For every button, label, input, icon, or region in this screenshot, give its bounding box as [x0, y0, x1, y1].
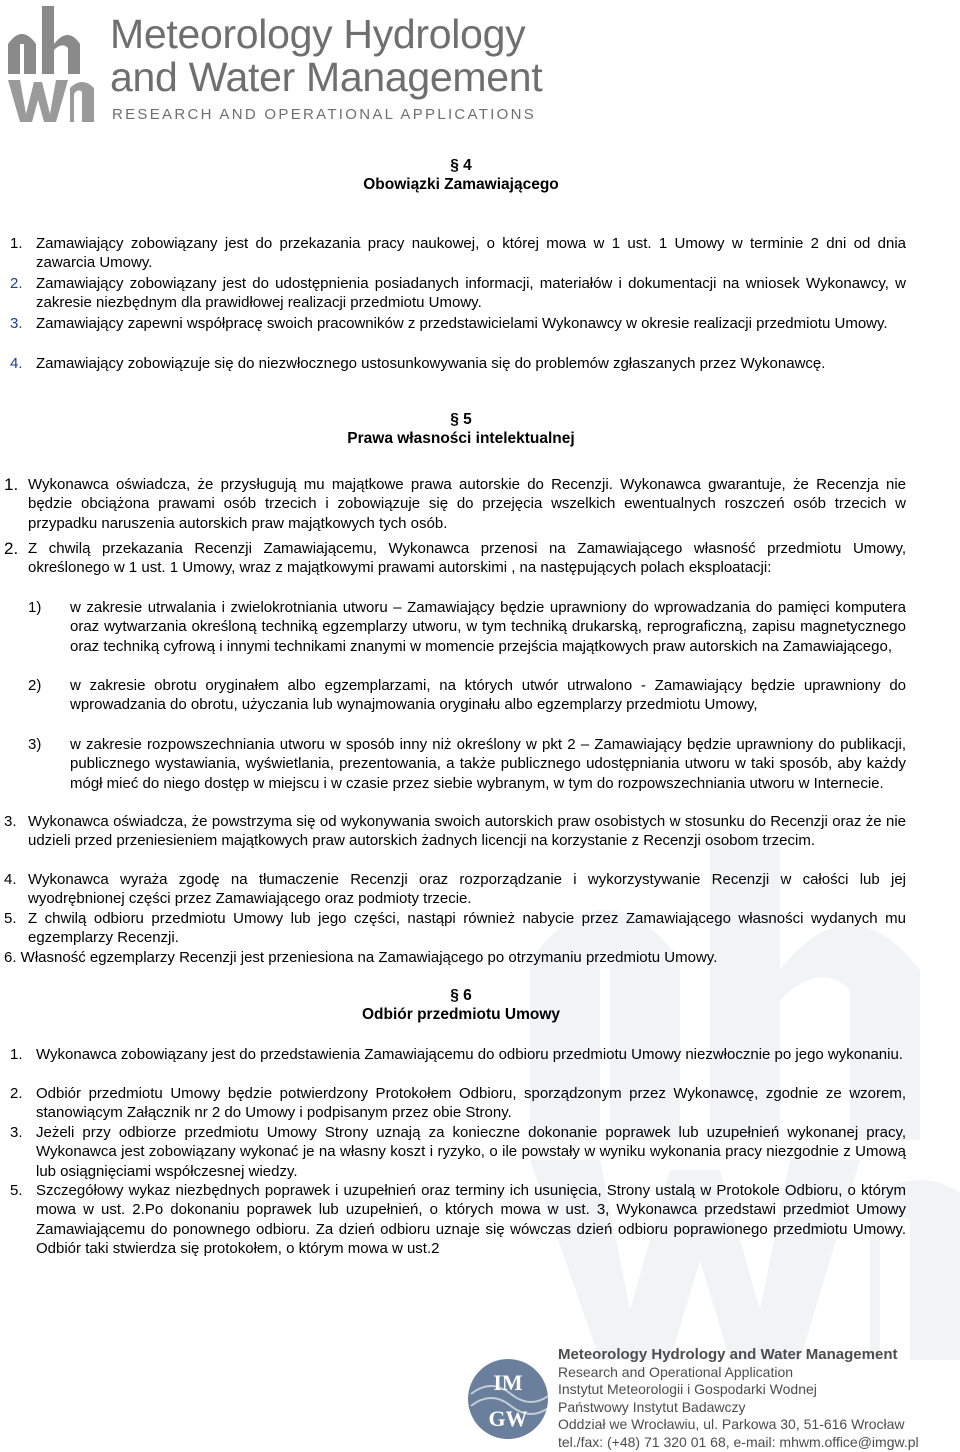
logo-title-line1: Meteorology Hydrology	[110, 11, 526, 57]
s5-sub-item-2-text: w zakresie obrotu oryginałem albo egzemplarzami, na których utwór utrwalono - Zamawiający będzie uprawniony do wprowadzania do obrotu, użyczania lub wynajmowania oryginału albo egzemplarzy przedmiotu Umowy,	[70, 677, 906, 714]
s4-item-2-number: 2.	[10, 275, 23, 292]
s5-sub-item-3-text: w zakresie rozpowszechniania utworu w sposób inny niż określony w pkt 2 – Zamawiający będzie uprawniony do publikacji, publicznego wystawiania, wyświetlania, prezentowania, a także publicznego udostępniania utworu w taki sposób, aby każdy mógł mieć do niego dostęp w miejscu i w czasie przez siebie wybranym, w tym do rozpowszechniania utworu w Internecie.	[70, 736, 906, 792]
logo-title-line2: and Water Management	[110, 54, 543, 100]
footer-address-block	[558, 1346, 919, 1452]
section-6-title: Odbiór przedmiotu Umowy	[361, 1006, 561, 1023]
section-4-title: Obowiązki Zamawiającego	[363, 176, 559, 193]
s6-item-3-number: 3.	[10, 1124, 23, 1141]
s5-item-2	[4, 539, 906, 578]
section-6-symbol: § 6	[450, 987, 472, 1004]
section-5-symbol: § 5	[450, 411, 472, 428]
s4-item-4-text: Zamawiający zobowiązuje się do niezwłocznego ustosunkowywania się do problemów zgłaszanych przez Wykonawcę.	[36, 355, 826, 372]
footer-logo-text: IM	[493, 1370, 523, 1395]
s5-item-3-text: Wykonawca oświadcza, że powstrzyma się od wykonywania swoich autorskich praw osobistych w stosunku do Recenzji oraz że nie udzieli przed przeniesieniem majątkowych praw autorskich żadnych licencji na korzystanie z Recenzji osobom trzecim.	[28, 813, 906, 850]
footer-line5: Oddział we Wrocławiu, ul. Parkowa 30, 51-616 Wrocław	[558, 1416, 905, 1433]
s5-sub-item-3	[28, 735, 906, 793]
footer-line6: tel./fax: (+48) 71 320 01 68, e-mail: mhwm.office@imgw.pl	[558, 1433, 919, 1450]
s6-item-3-text: Jeżeli przy odbiorze przedmiotu Umowy Strony uznają za konieczne dokonanie poprawek lub uzupełnień wykonanej pracy, Wykonawca jest zobowiązany wykonać je na własny koszt i ryzyko, o ile powstały w wyniku wykonania pracy niezgodnie z Umową lub osiągnięciami współczesnej wiedzy.	[36, 1124, 906, 1180]
footer-line4: Państwowy Instytut Badawczy	[558, 1398, 746, 1415]
s6-item-1-text: Wykonawca zobowiązany jest do przedstawienia Zamawiającemu do odbioru przedmiotu Umowy niezwłocznie po jego wykonaniu.	[36, 1046, 903, 1063]
imgw-logo-icon	[461, 1356, 555, 1442]
s5-item-4-text: Wykonawca wyraża zgodę na tłumaczenie Recenzji oraz rozporządzanie i wykorzystywanie Recenzji w całości lub jej wyodrębnionej części przez Zamawiającego oraz podmioty trzecie.	[28, 871, 906, 908]
s6-item-1	[10, 1045, 906, 1064]
s5-item-4-number: 4.	[4, 871, 17, 888]
footer-line2: Research and Operational Application	[558, 1363, 794, 1380]
footer-line3: Instytut Meteorologii i Gospodarki Wodnej	[558, 1381, 817, 1398]
s4-item-1-text: Zamawiający zobowiązany jest do przekazania pracy naukowej, o której mowa w 1 ust. 1 Umowy w terminie 2 dni od dnia zawarcia Umowy.	[36, 235, 906, 272]
footer-line1: Meteorology Hydrology and Water Management	[558, 1346, 898, 1363]
s6-item-3	[10, 1123, 906, 1181]
s5-sub-item-2	[28, 676, 906, 715]
s4-item-1	[10, 234, 906, 273]
s6-item-2	[10, 1084, 906, 1123]
s6-item-5	[10, 1181, 906, 1258]
s6-item-2-number: 2.	[10, 1085, 23, 1102]
mhwm-logo-icon	[6, 4, 106, 124]
s5-sub-item-3-number: 3)	[28, 736, 42, 753]
s5-sub-item-1-number: 1)	[28, 599, 42, 616]
section-4-heading	[0, 156, 922, 194]
page-header	[0, 0, 960, 140]
s5-item-1-number: 1.	[4, 475, 19, 494]
s4-item-3	[10, 314, 906, 333]
logo-subtitle: RESEARCH AND OPERATIONAL APPLICATIONS	[112, 106, 537, 123]
section-5-title: Prawa własności intelektualnej	[347, 430, 575, 447]
s5-item-1-text: Wykonawca oświadcza, że przysługują mu majątkowe prawa autorskie do Recenzji. Wykonawca gwarantuje, że Recenzja nie będzie obciążona prawami osób trzecich i zobowiązuje się do przejęcia wszelkich ewentualnych roszczeń osób trzecich w przypadku naruszenia autorskich praw majątkowych tych osób.	[28, 476, 906, 532]
s5-item-2-text: Z chwilą przekazania Recenzji Zamawiającemu, Wykonawca przenosi na Zamawiającego własność przedmiotu Umowy, określonego w 1 ust. 1 Umowy, wraz z majątkowymi prawami autorskimi , na następujących polach eksploatacji:	[28, 540, 906, 577]
svg-text:GW: GW	[488, 1406, 528, 1431]
s6-item-5-number: 5.	[10, 1182, 23, 1199]
s5-item-6	[4, 948, 906, 967]
s4-item-3-text: Zamawiający zapewni współpracę swoich pracowników z przedstawicielami Wykonawcy w okresie realizacji przedmiotu Umowy.	[36, 315, 888, 332]
section-6-heading	[0, 986, 922, 1024]
s6-item-1-number: 1.	[10, 1046, 23, 1063]
s5-item-5	[4, 909, 906, 948]
s5-item-3	[4, 812, 906, 851]
s5-item-6-text: 6. Własność egzemplarzy Recenzji jest przeniesiona na Zamawiającego po otrzymaniu przedmiotu Umowy.	[4, 949, 718, 966]
s5-sub-item-2-number: 2)	[28, 677, 42, 694]
s5-item-5-number: 5.	[4, 910, 17, 927]
s4-item-2	[10, 274, 906, 313]
s4-item-1-number: 1.	[10, 235, 23, 252]
s6-item-2-text: Odbiór przedmiotu Umowy będzie potwierdzony Protokołem Odbioru, sporządzonym przez Wykonawcę, zgodnie ze wzorem, stanowiącym Załącznik nr 2 do Umowy i podpisanym przez obie Strony.	[36, 1085, 906, 1122]
s5-sub-item-1	[28, 598, 906, 656]
s4-item-4	[10, 354, 906, 373]
section-5-heading	[0, 410, 922, 448]
s5-item-4	[4, 870, 906, 909]
s5-item-1	[4, 475, 906, 533]
s5-item-3-number: 3.	[4, 813, 17, 830]
section-4-symbol: § 4	[450, 157, 472, 174]
s4-item-4-number: 4.	[10, 355, 23, 372]
s5-item-2-number: 2.	[4, 539, 19, 558]
s6-item-5-text: Szczegółowy wykaz niezbędnych poprawek i uzupełnień oraz terminy ich usunięcia, Strony ustalą w Protokole Odbioru, o którym mowa w ust. 2.Po dokonaniu poprawek lub uzupełnień, o których mowa w ust. 3, Wykonawca przedstawi przedmiot Umowy Zamawiającemu do ponownego odbioru. Za dzień odbioru uznaje się wówczas dzień odbioru poprawionego przedmiotu Umowy. Odbiór taki stwierdza się protokołem, o którym mowa w ust.2	[36, 1182, 906, 1257]
s4-item-2-text: Zamawiający zobowiązany jest do udostępnienia posiadanych informacji, materiałów i dokumentacji na wniosek Wykonawcy, w zakresie niezbędnym dla prawidłowej realizacji przedmiotu Umowy.	[36, 275, 906, 312]
s5-item-5-text: Z chwilą odbioru przedmiotu Umowy lub jego części, nastąpi również nabycie przez Zamawiającego własności wydanych mu egzemplarzy Recenzji.	[28, 910, 906, 947]
s4-item-3-number: 3.	[10, 315, 23, 332]
s5-sub-item-1-text: w zakresie utrwalania i zwielokrotniania utworu – Zamawiający będzie uprawniony do wprowadzania do pamięci komputera oraz wytwarzania określoną techniką egzemplarzy utworu, w tym techniką drukarską, reprograficzną, zapisu magnetycznego oraz techniką cyfrową i innymi technikami znanymi w momencie przejścia majątkowych praw autorskich na Zamawiającego,	[70, 599, 906, 655]
